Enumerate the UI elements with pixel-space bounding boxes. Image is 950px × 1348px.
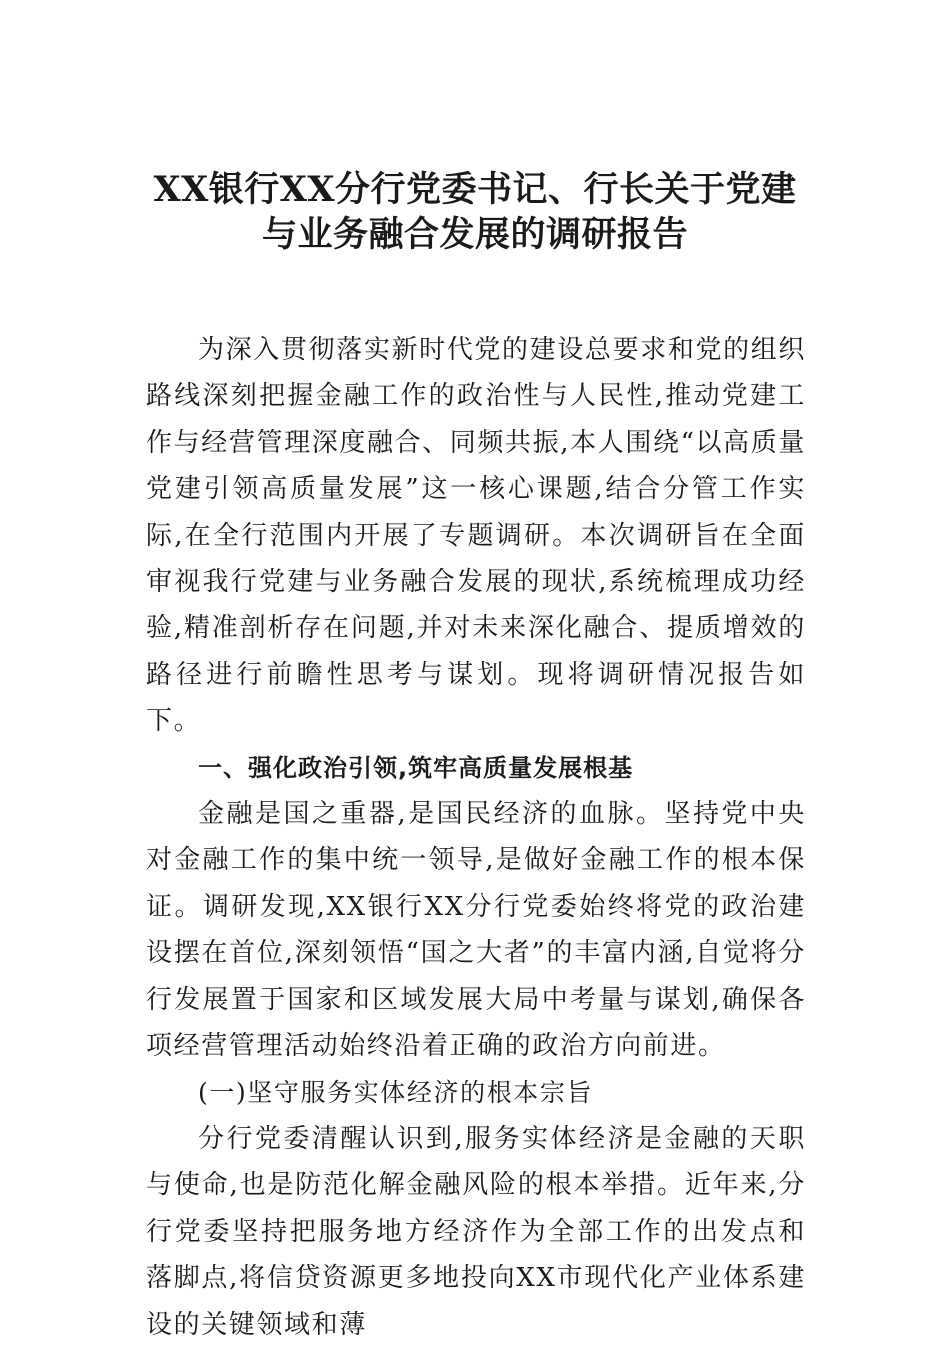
subsection-heading-1: (一)坚守服务实体经济的根本宗旨	[198, 1077, 594, 1107]
section-heading-1: 一、强化政治引领,筑牢高质量发展根基	[198, 753, 634, 782]
intro-paragraph: 为深入贯彻落实新时代党的建设总要求和党的组织路线深刻把握金融工作的政治性与人民性,推动党建工作与经营管理深度融合、同频共振,本人围绕“以高质量党建引领高质量发展”这一核心课题,结合分管工作实际,在全行范围内开展了专题调研。本次调研旨在全面审视我行党建与业务融合发展的现状,系统梳理成功经验,精准剖析存在问题,并对未来深化融合、提质增效的路径进行前瞻性思考与谋划。现将调研情况报告如下。	[146, 335, 806, 737]
document-title-line-1: XX银行XX分行党委书记、行长关于党建	[153, 169, 797, 210]
document-title-line-2: 与业务融合发展的调研报告	[261, 214, 688, 255]
body-paragraph: 金融是国之重器,是国民经济的血脉。坚持党中央对金融工作的集中统一领导,是做好金融工作的根本保证。调研发现,XX银行XX分行党委始终将党的政治建设摆在首位,深刻领悟“国之大者”的丰富内涵,自觉将分行发展置于国家和区域发展大局中考量与谋划,确保各项经营管理活动始终沿着正确的政治方向前进。	[146, 799, 806, 1062]
document-body	[146, 327, 806, 1348]
body-paragraph: 分行党委清醒认识到,服务实体经济是金融的天职与使命,也是防范化解金融风险的根本举措。近年来,分行党委坚持把服务地方经济作为全部工作的出发点和落脚点,将信贷资源更多地投向XX市现代化产业体系建设的关键领域和薄	[146, 1123, 806, 1340]
